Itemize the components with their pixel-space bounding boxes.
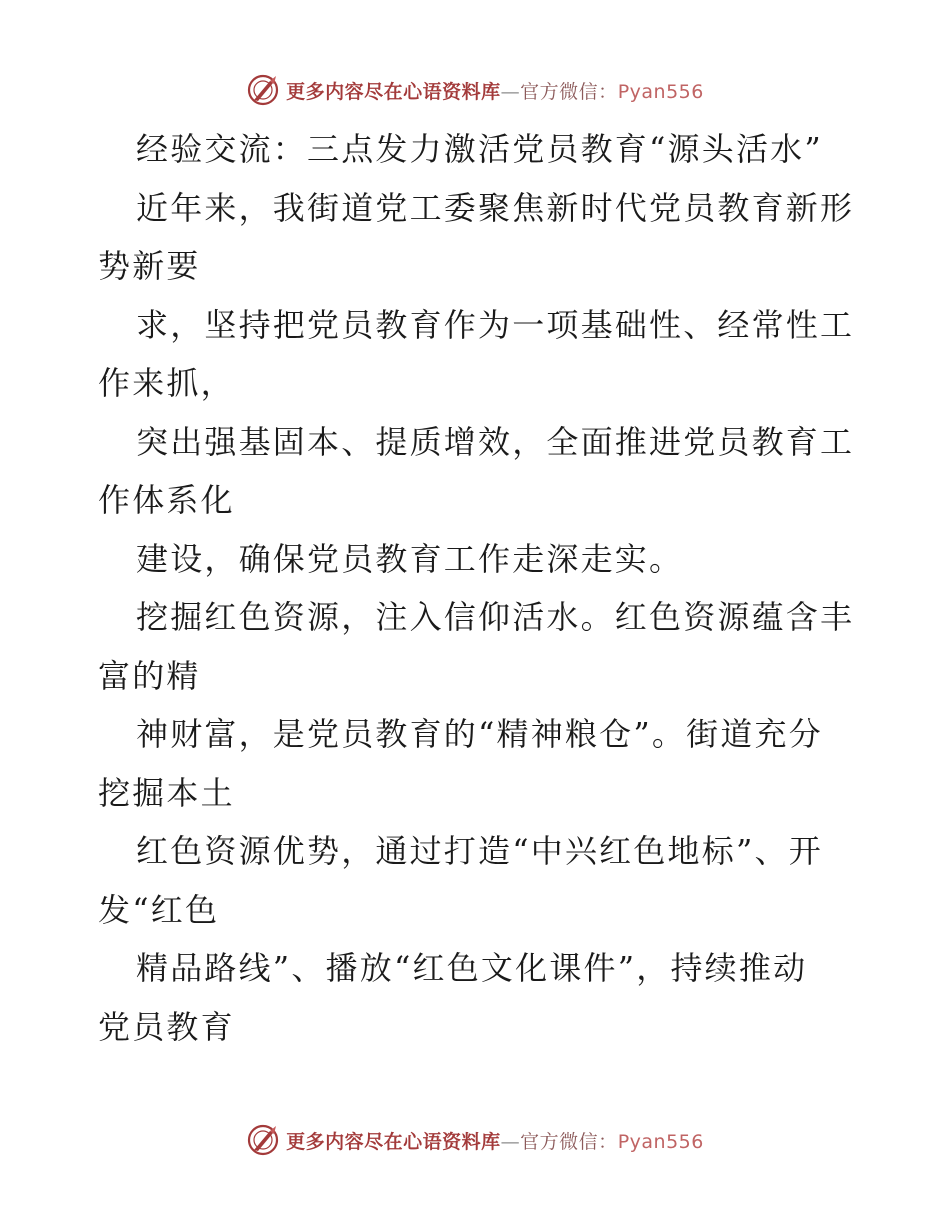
watermark-text: [286, 77, 704, 104]
text-line: 作体系化: [98, 481, 235, 519]
text-line: 求，坚持把党员教育作为一项基础性、经常性工: [136, 305, 855, 344]
header-watermark: [0, 70, 950, 110]
text-line: 神财富，是党员教育的“精神粮仓”。街道充分: [136, 715, 823, 753]
quill-logo-icon: [246, 1123, 280, 1157]
watermark-text: [286, 1127, 704, 1154]
text-line: 红色资源优势，通过打造“中兴红色地标”、开: [136, 832, 823, 870]
watermark-main-text: 更多内容尽在心语资料库: [286, 1130, 501, 1153]
watermark-separator: —: [500, 1130, 521, 1153]
watermark-main-text: 更多内容尽在心语资料库: [286, 80, 501, 103]
watermark-wechat-label: 官方微信：: [520, 1130, 618, 1153]
text-line: 富的精: [98, 656, 201, 695]
quill-logo-icon: [246, 73, 280, 107]
text-line: 挖掘红色资源，注入信仰活水。红色资源蕴含丰: [136, 598, 855, 636]
watermark-separator: —: [500, 80, 521, 103]
document-body: [98, 120, 858, 1056]
footer-watermark: [0, 1120, 950, 1160]
document-title: 经验交流：三点发力激活党员教育“源头活水”: [136, 130, 823, 168]
text-line: 作来抓，: [98, 364, 235, 402]
watermark-wechat-label: 官方微信：: [520, 80, 618, 103]
text-line: 势新要: [98, 247, 201, 285]
text-line: 突出强基固本、提质增效，全面推进党员教育工: [136, 422, 855, 461]
text-line: 发“红色: [98, 890, 220, 929]
text-line: 党员教育: [98, 1007, 235, 1046]
text-line: 精品路线”、播放“红色文化课件”，持续推动: [136, 949, 808, 987]
watermark-wechat-id: Pyan556: [617, 1130, 704, 1153]
text-line: 近年来，我街道党工委聚焦新时代党员教育新形: [136, 188, 855, 227]
watermark-wechat-id: Pyan556: [617, 80, 704, 103]
text-line: 建设，确保党员教育工作走深走实。: [136, 539, 684, 578]
text-line: 挖掘本土: [98, 773, 235, 812]
